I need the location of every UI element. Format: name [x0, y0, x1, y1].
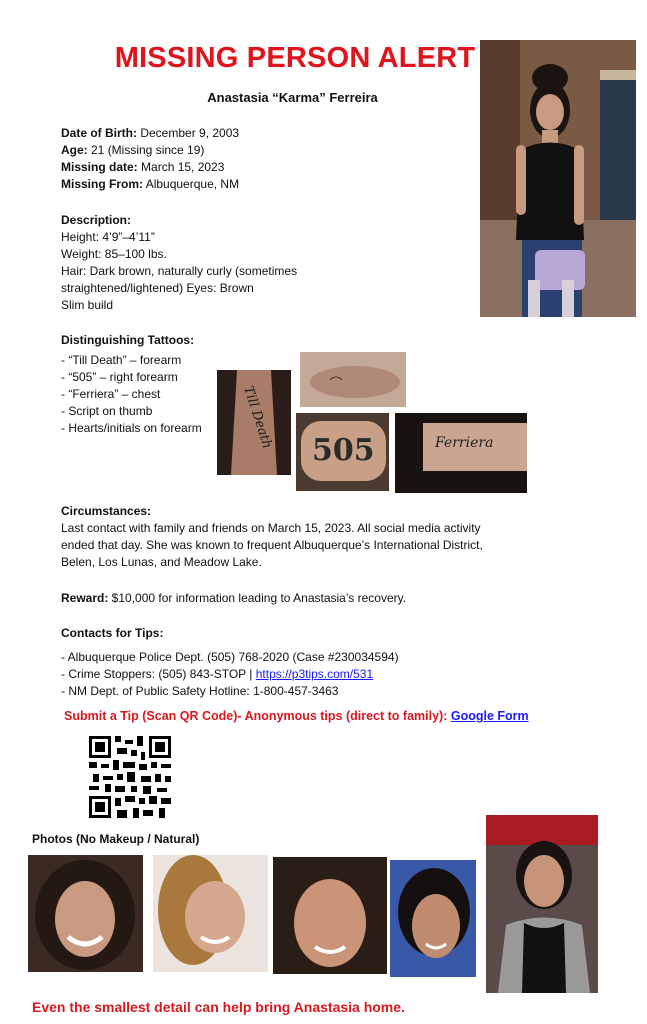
p3tips-link[interactable]: https://p3tips.com/531 [255, 667, 374, 681]
description-line: Slim build [61, 298, 114, 312]
tattoo-item: - “505” – right forearm [61, 370, 178, 384]
tattoo-photo-till-death: Till Death [217, 370, 291, 475]
tattoo-item: - Hearts/initials on forearm [61, 421, 202, 435]
description-line: Height: 4’9”–4’11” [61, 230, 155, 244]
tattoos-list [61, 352, 202, 437]
alert-title: MISSING PERSON ALERT [114, 42, 476, 74]
tattoo-photo-thumb [300, 352, 406, 407]
tattoo-item: - “Till Death” – forearm [61, 353, 182, 367]
contacts-list [61, 649, 399, 700]
contact-police: - Albuquerque Police Dept. (505) 768-2020 (Case #230034594) [61, 650, 399, 664]
circumstances-heading: Circumstances: [61, 504, 152, 518]
natural-photo-1 [28, 855, 143, 972]
tattoos-heading: Distinguishing Tattoos: [61, 333, 195, 347]
natural-photo-2 [153, 855, 268, 972]
contact-crime-stoppers: - Crime Stoppers: (505) 843-STOP | https://p3tips.com/531 [61, 667, 374, 681]
photos-heading: Photos (No Makeup / Natural) [32, 832, 200, 846]
fact-missing-date: Missing date: March 15, 2023 [61, 160, 225, 174]
description-line: Hair: Dark brown, naturally curly (sometimes [61, 264, 298, 278]
main-photo [480, 40, 636, 317]
tattoo-photo-ferriera: Ferriera [395, 413, 527, 493]
person-name: Anastasia “Karma” Ferreira [207, 90, 378, 105]
reward: Reward: $10,000 for information leading to Anastasia’s recovery. [61, 591, 407, 605]
natural-photo-4 [390, 860, 476, 977]
tattoo-item: - Script on thumb [61, 404, 153, 418]
description-line: straightened/lightened) Eyes: Brown [61, 281, 254, 295]
circumstances-block [61, 503, 483, 571]
tattoo-item: - “Ferriera” – chest [61, 387, 161, 401]
circumstances-line: ended that day. She was known to frequent Albuquerque’s International District, [61, 538, 483, 552]
circumstances-line: Last contact with family and friends on March 15, 2023. All social media activity [61, 521, 481, 535]
facts-block [61, 125, 239, 193]
description-block [61, 212, 297, 314]
natural-photo-3 [273, 857, 387, 974]
contact-hotline: - NM Dept. of Public Safety Hotline: 1-800-457-3463 [61, 684, 339, 698]
tattoo-photo-505: 505 [296, 413, 389, 491]
fact-missing-from: Missing From: Albuquerque, NM [61, 177, 240, 191]
tip-line: Submit a Tip (Scan QR Code)- Anonymous tips (direct to family): Google Form [64, 709, 529, 723]
fact-age: Age: 21 (Missing since 19) [61, 143, 205, 157]
natural-photo-5 [486, 815, 598, 993]
qr-code-icon[interactable] [89, 736, 171, 818]
fact-dob: Date of Birth: December 9, 2003 [61, 126, 240, 140]
description-heading: Description: [61, 213, 132, 227]
circumstances-line: Belen, Los Lunas, and Meadow Lake. [61, 555, 262, 569]
google-form-link[interactable]: Google Form [450, 709, 529, 723]
contacts-heading: Contacts for Tips: [61, 626, 164, 640]
footer-message: Even the smallest detail can help bring Anastasia home. [32, 999, 405, 1015]
description-line: Weight: 85–100 lbs. [61, 247, 167, 261]
